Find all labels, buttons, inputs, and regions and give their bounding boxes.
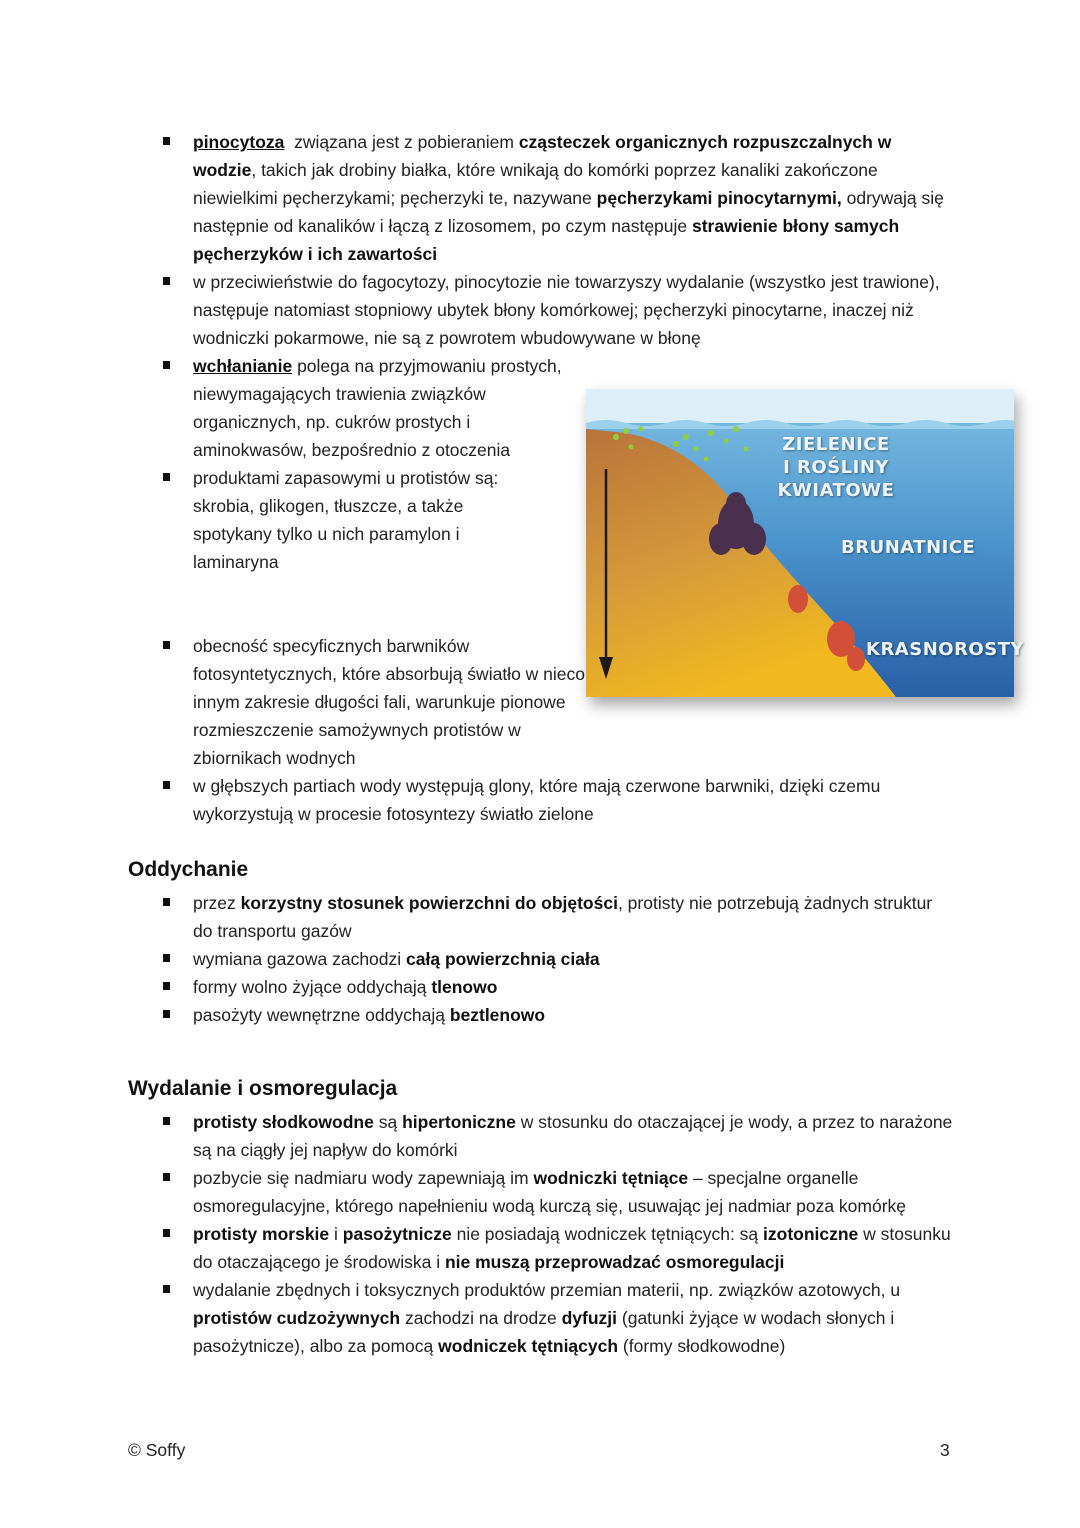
bullet-square-icon: [163, 277, 170, 285]
label-green-algae: ZIELENICE I ROŚLINY KWIATOWE: [777, 434, 895, 501]
list-item: formy wolno żyjące oddychają tlenowo: [0, 973, 953, 1001]
list-item: pasożyty wewnętrzne oddychają beztlenowo: [0, 1001, 953, 1029]
bullet-square-icon: [163, 137, 170, 145]
excretion-bullet-list: [0, 1108, 953, 1360]
list-item: protisty słodkowodne są hipertoniczne w stosunku do otaczającej je wody, a przez to narażone są na ciągły jej napływ do komórki: [0, 1108, 953, 1164]
list-item: wchłanianie polega na przyjmowaniu prostych, niewymagających trawienia związków organicznych, np. cukrów prostych i aminokwasów, bezpośrednio z otoczenia: [0, 352, 583, 464]
list-item: w przeciwieństwie do fagocytozy, pinocytozie nie towarzyszy wydalanie (wszystko jest trawione), następuje natomiast stopniowy ubytek błony komórkowej; pęcherzyki pinocytarne, inaczej niż wodniczki pokarmowe, nie są z powrotem wbudowywane w błonę: [0, 268, 953, 352]
bullet-square-icon: [163, 641, 170, 649]
footer-page-number: 3: [940, 1440, 950, 1460]
bullet-square-icon: [163, 1010, 170, 1018]
bullet-square-icon: [163, 1117, 170, 1125]
algae-depth-illustration: [586, 389, 1025, 697]
list-item: obecność specyficznych barwników fotosyntetycznych, które absorbują światło w nieco innym zakresie długości fali, warunkuje pionowe rozmieszczenie samożywnych protistów w zbiornikach wodnych: [0, 632, 588, 772]
bullet-square-icon: [163, 1173, 170, 1181]
bullet-square-icon: [163, 1285, 170, 1293]
footer-copyright: © Soffy: [128, 1440, 186, 1460]
bullet-square-icon: [163, 473, 170, 481]
list-item: wydalanie zbędnych i toksycznych produktów przemian materii, np. związków azotowych, u protistów cudzożywnych zachodzi na drodze dyfuzji (gatunki żyjące w wodach słonych i pasożytnicze), albo za pomocą wodniczek tętniących (formy słodkowodne): [0, 1276, 953, 1360]
bullet-square-icon: [163, 781, 170, 789]
bullet-square-icon: [163, 898, 170, 906]
bullet-square-icon: [163, 1229, 170, 1237]
label-red-algae: KRASNOROSTY: [866, 639, 1025, 660]
bullet-square-icon: [163, 954, 170, 962]
bullet-square-icon: [163, 982, 170, 990]
section-heading-wydalanie: Wydalanie i osmoregulacja: [128, 1077, 398, 1100]
respiration-bullet-list: [0, 889, 953, 1029]
section-heading-oddychanie: Oddychanie: [128, 858, 249, 881]
list-item: produktami zapasowymi u protistów są: skrobia, glikogen, tłuszcze, a także spotykany tylko u nich paramylon i laminaryna: [0, 464, 533, 576]
list-item: pinocytoza związana jest z pobieraniem cząsteczek organicznych rozpuszczalnych w wodzie, takich jak drobiny białka, które wnikają do komórki poprzez kanaliki zakończone niewielkimi pęcherzykami; pęcherzyki te, nazywane pęcherzykami pinocytarnymi, odrywają się następnie od kanalików i łączą z lizosomem, po czym następuje strawienie błony samych pęcherzyków i ich zawartości: [0, 128, 953, 268]
bullet-square-icon: [163, 361, 170, 369]
list-item: w głębszych partiach wody występują glony, które mają czerwone barwniki, dzięki czemu wykorzystują w procesie fotosyntezy światło zielone: [0, 772, 953, 828]
list-item: protisty morskie i pasożytnicze nie posiadają wodniczek tętniących: są izotoniczne w stosunku do otaczającego je środowiska i nie muszą przeprowadzać osmoregulacji: [0, 1220, 953, 1276]
list-item: wymiana gazowa zachodzi całą powierzchnią ciała: [0, 945, 953, 973]
list-item: przez korzystny stosunek powierzchni do objętości, protisty nie potrzebują żadnych struktur do transportu gazów: [0, 889, 953, 945]
list-item: pozbycie się nadmiaru wody zapewniają im wodniczki tętniące – specjalne organelle osmoregulacyjne, którego napełnieniu wodą kurczą się, usuwając jej nadmiar poza komórkę: [0, 1164, 953, 1220]
sky-band: [586, 389, 1014, 423]
label-brown-algae: BRUNATNICE: [841, 537, 976, 558]
